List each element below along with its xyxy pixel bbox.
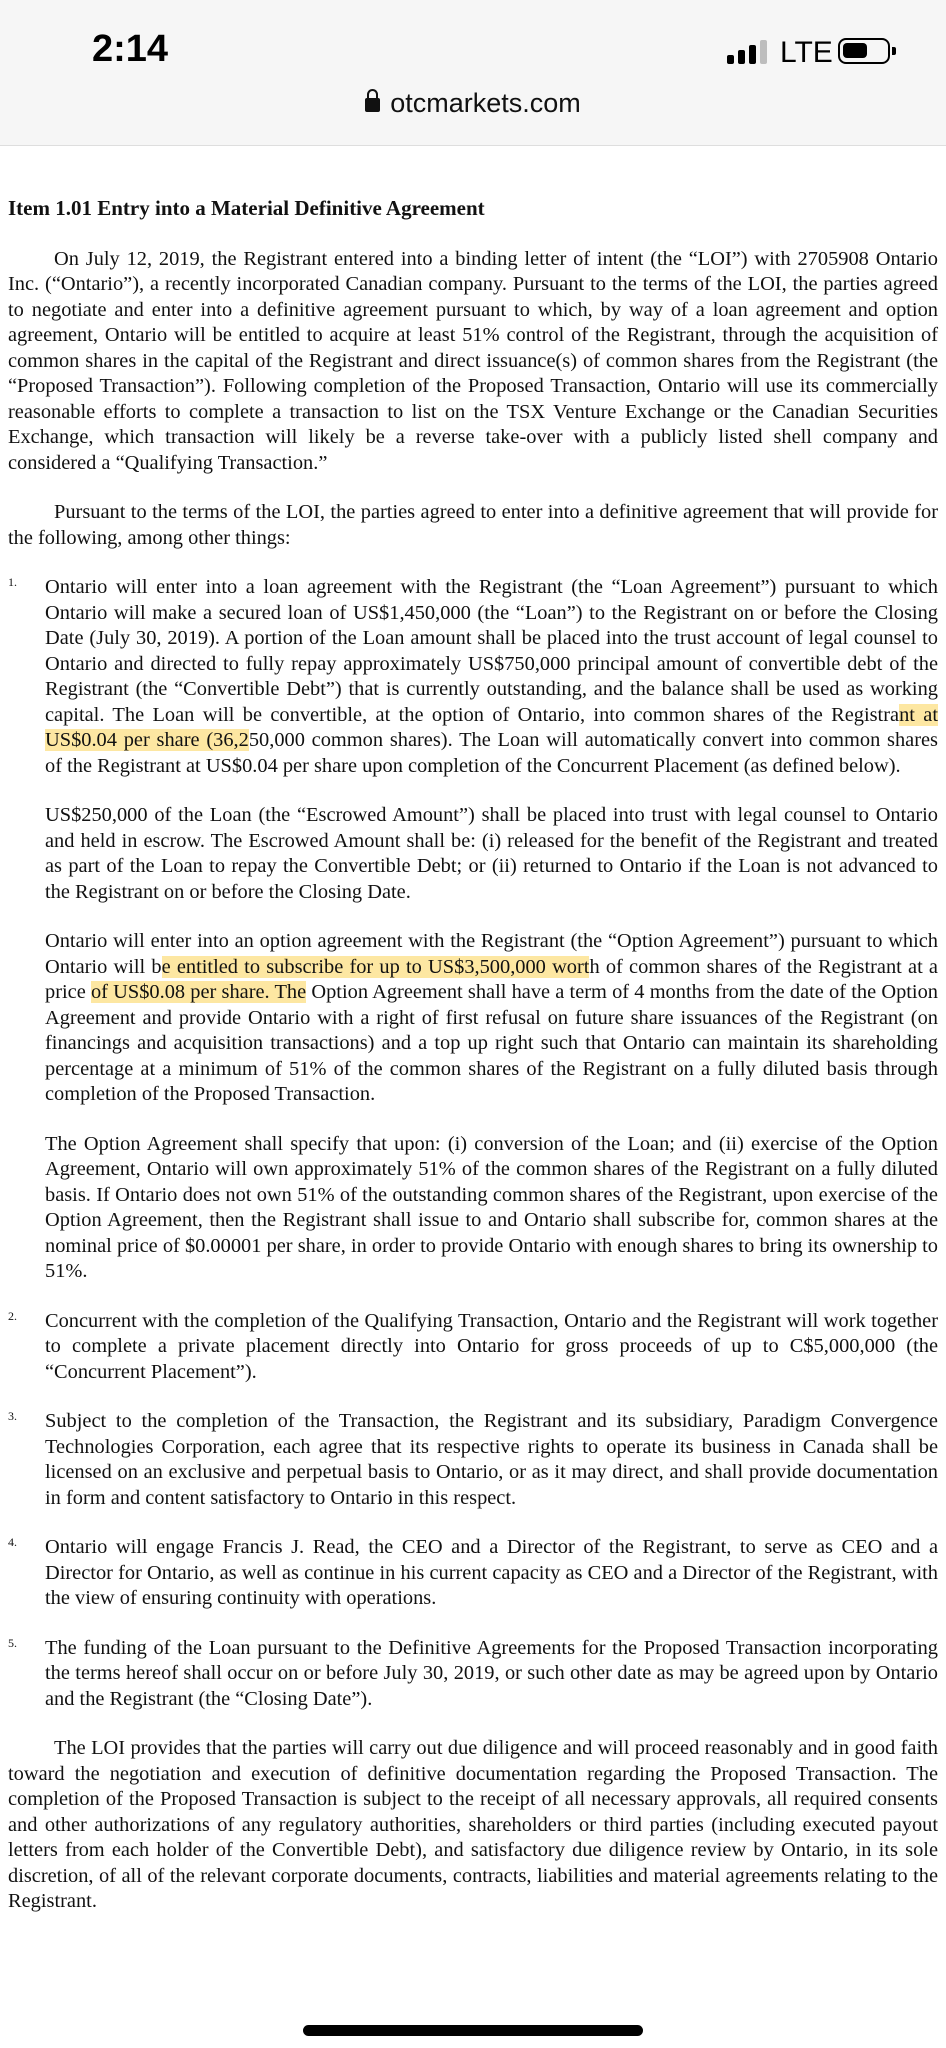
- list-number: 4.: [8, 1535, 17, 1549]
- address-bar[interactable]: [0, 88, 946, 119]
- list-item-text: Subject to the completion of the Transaction, the Registrant and its subsidiary, Paradigm Convergence Technologies Corporation, each agree that its respective rights to operate its business in Canada shall be licensed on an exclusive and perpetual basis to Ontario, or as it may direct, and shall provide documentation in form and content satisfactory to Ontario in this respect.: [45, 1410, 938, 1509]
- list-item-5: [8, 1636, 938, 1713]
- section-heading: Item 1.01 Entry into a Material Definitive Agreement: [8, 196, 485, 220]
- loan-text: Ontario will enter into a loan agreement with the Registrant (the “Loan Agreement”) pursuant to which Ontario will make a secured loan of US$1,450,000 (the “Loan”) to the Registrant on or before the Closing Date (July 30, 2019). A portion of the Loan amount shall be placed into the trust account of legal counsel to Ontario and directed to fully repay approximately US$750,000 principal amount of convertible debt of the Registrant (the “Convertible Debt”) that is currently outstanding, and the balance shall be used as working capital. The Loan will be convertible, at the option of Ontario, into common shares of the Registra: [45, 576, 938, 726]
- document-content: [8, 196, 938, 1939]
- url-text: otcmarkets.com: [390, 88, 581, 118]
- list-item-3: [8, 1409, 938, 1511]
- highlight-conversion-price: nt at US$0.04 per share (36,2: [45, 703, 938, 751]
- option-text-end: Option Agreement shall have a term of 4 months from the date of the Option Agreement and provide Ontario with a right of first refusal on future share issuances of the Registrant (on financings and acquisition transactions) and a top up right such that Ontario can maintain its shareholding percentage at a minimum of 51% of the common shares of the Registrant on a fully diluted basis through completion of the Proposed Transaction.: [45, 981, 938, 1105]
- loan-text-cont: 50,000 common shares). The Loan will automatically convert into common shares of the Registrant at US$0.04 per share upon completion of the Concurrent Placement (as defined below).: [45, 729, 938, 777]
- battery-icon: [838, 38, 890, 64]
- lock-icon: [365, 98, 380, 112]
- option-paragraph: [8, 929, 938, 1108]
- option-text-cont: h of common shares of the Registrant at a price: [45, 955, 938, 1003]
- status-bar: [0, 0, 946, 146]
- intro-paragraph: On July 12, 2019, the Registrant entered into a binding letter of intent (the “LOI”) with 2705908 Ontario Inc. (“Ontario”), a recently incorporated Canadian company. Pursuant to the terms of the LOI, the parties agreed to negotiate and enter into a definitive agreement pursuant to which, by way of a loan agreement and option agreement, Ontario will be entitled to acquire at least 51% control of the Registrant, through the acquisition of common shares in the capital of the Registrant and direct issuance(s) of common shares from the Registrant (the “Proposed Transaction”). Following completion of the Proposed Transaction, Ontario will use its commercially reasonable efforts to complete a transaction to list on the TSX Venture Exchange or the Canadian Securities Exchange, which transaction will likely be a reverse take-over with a publicly listed shell company and considered a “Qualifying Transaction.”: [8, 247, 938, 474]
- pursuant-paragraph: Pursuant to the terms of the LOI, the parties agreed to enter into a definitive agreement that will provide for the following, among other things:: [8, 501, 938, 549]
- list-item-4: [8, 1535, 938, 1612]
- list-item-2: [8, 1309, 938, 1386]
- closing-paragraph: The LOI provides that the parties will carry out due diligence and will proceed reasonably and in good faith toward the negotiation and execution of definitive documentation regarding the Proposed Transaction. The completion of the Proposed Transaction is subject to the receipt of all necessary approvals, all required consents and other authorizations of any regulatory authorities, shareholders or third parties (including executed payout letters from each holder of the Convertible Debt), and satisfactory due diligence review by Ontario, in its sole discretion, of all of the relevant corporate documents, contracts, liabilities and material agreements relating to the Registrant.: [8, 1737, 938, 1912]
- highlight-subscribe: e entitled to subscribe for up to U: [161, 955, 443, 978]
- list-item-1: [8, 575, 938, 779]
- cellular-signal-icon: [727, 40, 777, 64]
- list-item-text: Ontario will engage Francis J. Read, the CEO and a Director of the Registrant, to serve as CEO and a Director for Ontario, as well as continue in his current capacity as CEO and a Director of the Registrant, with the view of ensuring continuity with operations.: [45, 1536, 938, 1609]
- option-specify-paragraph: The Option Agreement shall specify that upon: (i) conversion of the Loan; and (ii) exercise of the Option Agreement, Ontario will own approximately 51% of the common shares of the Registrant on a fully diluted basis. If Ontario does not own 51% of the outstanding common shares of the Registrant, upon exercise of the Option Agreement, then the Registrant shall issue to and Ontario shall subscribe for, common shares at the nominal price of $0.00001 per share, in order to provide Ontario with enough shares to bring its ownership to 51%.: [45, 1132, 938, 1282]
- list-number: 1.: [8, 575, 17, 589]
- highlight-option-price: of US$0.08 per share. The: [90, 981, 307, 1003]
- list-item-text: The funding of the Loan pursuant to the Definitive Agreements for the Proposed Transaction incorporating the terms hereof shall occur on or before July 30, 2019, or such other date as may be agreed upon by Ontario and the Registrant (the “Closing Date”).: [45, 1636, 938, 1710]
- list-number: 3.: [8, 1409, 17, 1423]
- home-indicator[interactable]: [303, 2025, 643, 2036]
- list-number: 5.: [8, 1635, 17, 1650]
- network-type: LTE: [780, 36, 833, 69]
- list-item-text: Concurrent with the completion of the Qualifying Transaction, Ontario and the Registrant will work together to complete a private placement directly into Ontario for gross proceeds of up to C$5,000,000 (the “Concurrent Placement”).: [45, 1309, 938, 1383]
- escrow-paragraph: US$250,000 of the Loan (the “Escrowed Amount”) shall be placed into trust with legal counsel to Ontario and held in escrow. The Escrowed Amount shall be: (i) released for the benefit of the Registrant and treated as part of the Loan to repay the Convertible Debt; or (ii) returned to Ontario if the Loan is not advanced to the Registrant on or before the Closing Date.: [45, 804, 938, 903]
- option-text: Ontario will enter into an option agreement with the Registrant (the “Option Agreement”) pursuant to which Ontario will b: [45, 930, 938, 978]
- status-time: 2:14: [92, 28, 169, 70]
- highlight-amount: S$3,500,000 wort: [442, 955, 590, 978]
- list-number: 2.: [8, 1308, 17, 1323]
